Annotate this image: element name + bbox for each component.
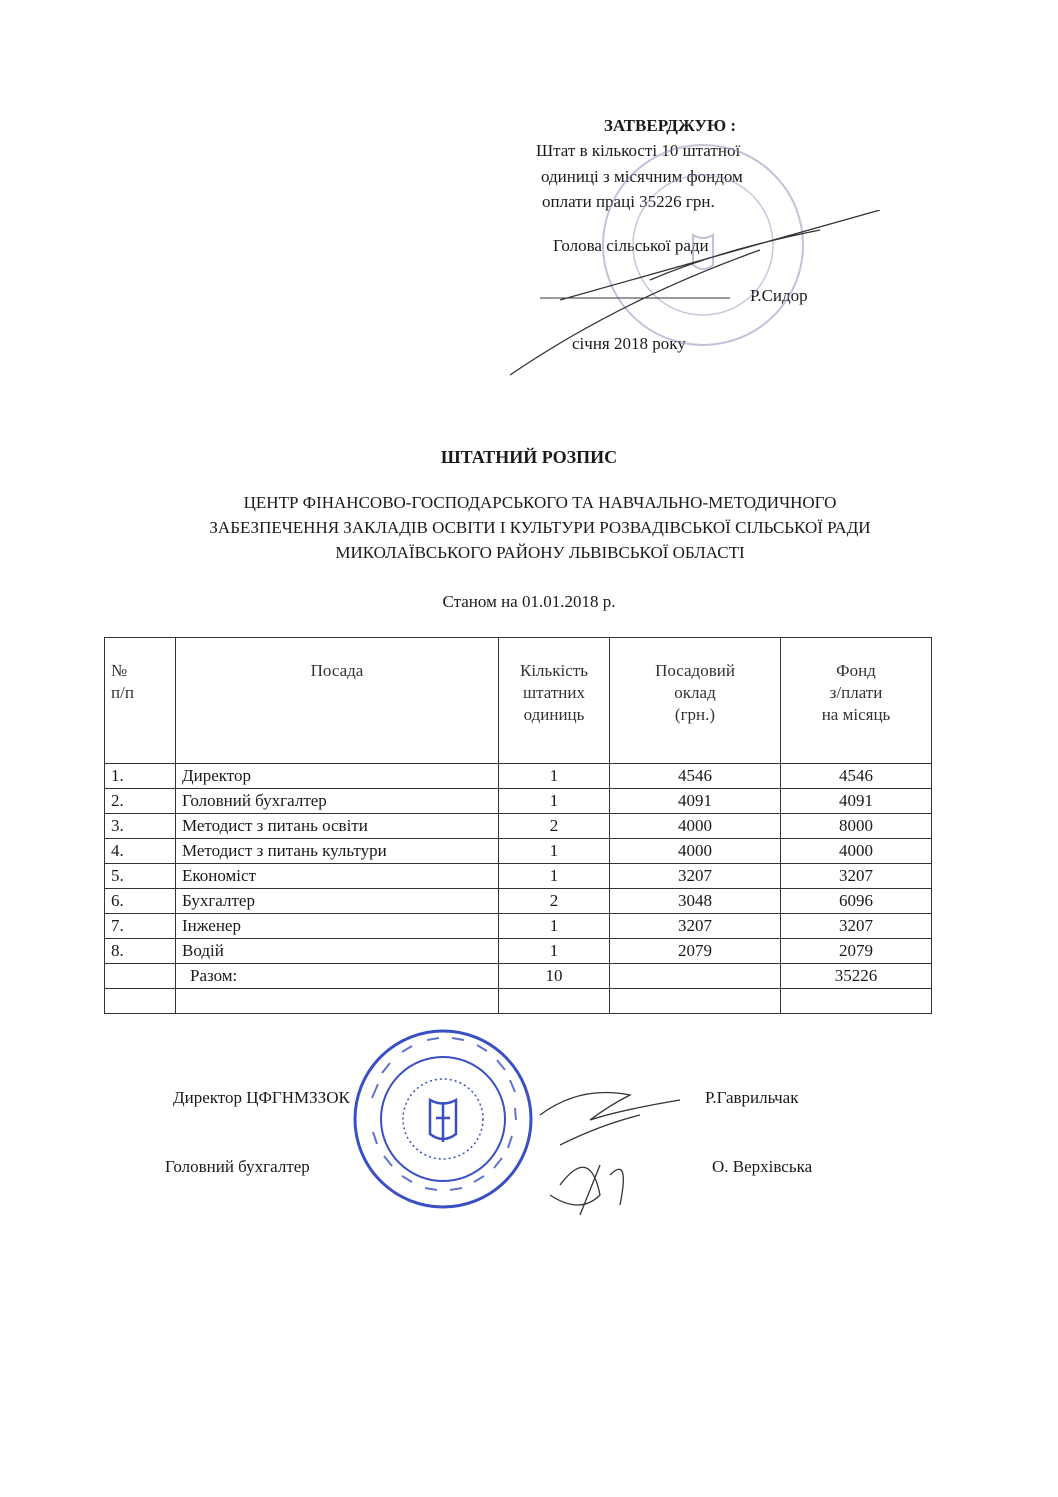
total-fund: 35226	[781, 964, 932, 989]
table-row: 3. Методист з питань освіти 2 4000 8000	[105, 814, 932, 839]
as-of-date: Станом на 01.01.2018 р.	[442, 592, 616, 611]
total-label: Разом:	[176, 964, 499, 989]
table-row: 7. Інженер 1 3207 3207	[105, 914, 932, 939]
organization-line: ЦЕНТР ФІНАНСОВО-ГОСПОДАРСЬКОГО ТА НАВЧАЛЬНО-МЕТОДИЧНОГО	[243, 493, 837, 512]
table-row: 4. Методист з питань культури 1 4000 4000	[105, 839, 932, 864]
approval-date: січня 2018 року	[572, 334, 686, 353]
header-fund: Фонд з/плати на місяць	[781, 638, 932, 764]
table-header-row	[105, 638, 932, 764]
approval-line-1: Штат в кількості 10 штатної	[536, 141, 741, 160]
organization-seal-icon	[352, 1028, 534, 1210]
accountant-title: Головний бухгалтер	[165, 1157, 310, 1176]
header-salary: Посадовий оклад (грн.)	[610, 638, 781, 764]
staff-table	[104, 637, 932, 1014]
table-empty-row	[105, 989, 932, 1014]
accountant-name: О. Верхівська	[712, 1157, 813, 1176]
table-row: 8. Водій 1 2079 2079	[105, 939, 932, 964]
table-row: 6. Бухгалтер 2 3048 6096	[105, 889, 932, 914]
approval-title: ЗАТВЕРДЖУЮ :	[603, 116, 737, 135]
approval-line-3: оплати праці 35226 грн.	[542, 192, 715, 211]
approval-line-4: Голова сільської ради	[553, 236, 709, 255]
organization-name	[120, 490, 960, 565]
director-name: Р.Гаврильчак	[705, 1088, 799, 1107]
chairman-signature-icon	[500, 210, 900, 380]
table-row: 5. Економіст 1 3207 3207	[105, 864, 932, 889]
approval-signer: Р.Сидор	[750, 286, 808, 305]
director-signature-icon	[520, 1075, 700, 1225]
approval-line-2: одиниці з місячним фондом	[541, 167, 743, 186]
table-total-row	[105, 964, 932, 989]
director-title: Директор ЦФГНМЗЗОК	[173, 1088, 350, 1107]
organization-line: ЗАБЕЗПЕЧЕННЯ ЗАКЛАДІВ ОСВІТИ І КУЛЬТУРИ РОЗВАДІВСЬКОЇ СІЛЬСЬКОЇ РАДИ	[209, 518, 871, 537]
document-title: ШТАТНИЙ РОЗПИС	[440, 447, 618, 467]
organization-line: МИКОЛАЇВСЬКОГО РАЙОНУ ЛЬВІВСЬКОЇ ОБЛАСТІ	[335, 543, 745, 562]
header-position: Посада	[176, 638, 499, 764]
header-units: Кількість штатних одиниць	[499, 638, 610, 764]
table-row: 1. Директор 1 4546 4546	[105, 764, 932, 789]
header-number: № п/п	[105, 638, 176, 764]
total-units: 10	[499, 964, 610, 989]
table-row: 2. Головний бухгалтер 1 4091 4091	[105, 789, 932, 814]
